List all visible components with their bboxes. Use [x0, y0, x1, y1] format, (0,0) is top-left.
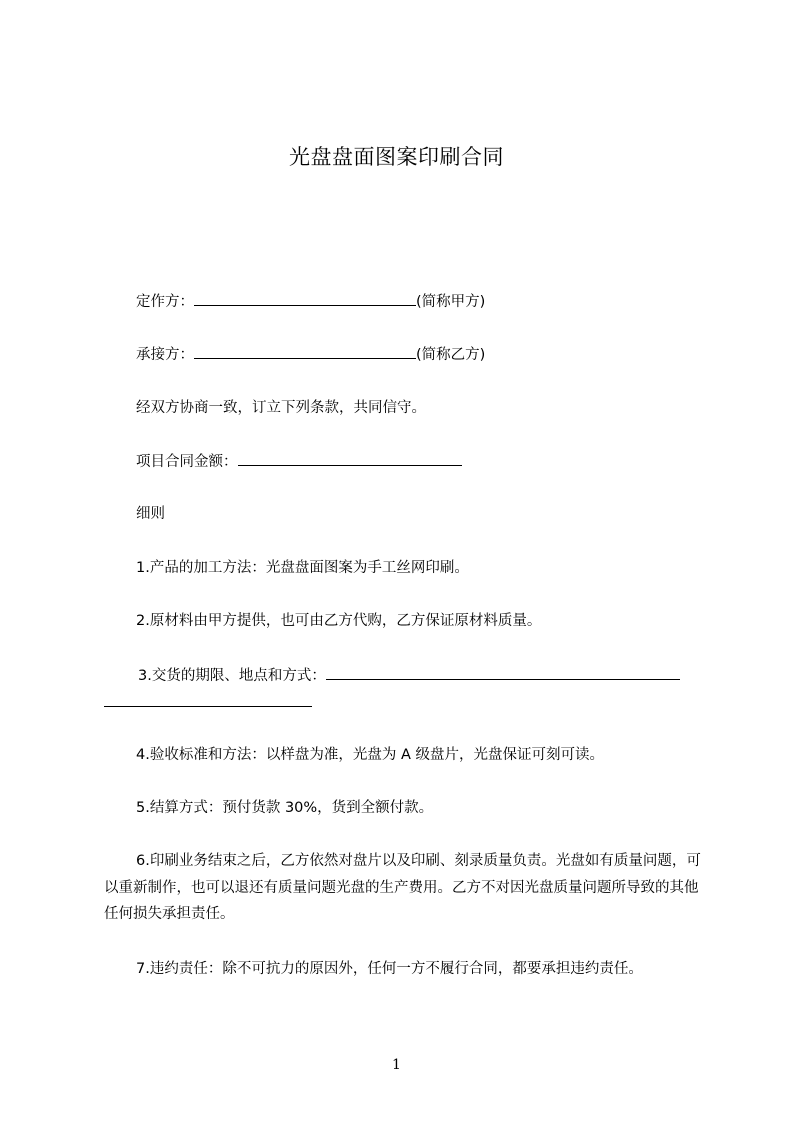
intro-text: 经双方协商一致，订立下列条款，共同信守。	[136, 400, 426, 416]
document-title: 光盘盘面图案印刷合同	[289, 145, 504, 169]
clause-3-line	[138, 665, 680, 686]
clause-3-continuation	[104, 692, 312, 713]
clause-1: 1.产品的加工方法：光盘盘面图案为手工丝网印刷。	[136, 560, 469, 576]
delivery-terms-blank[interactable]	[326, 665, 680, 680]
delivery-terms-blank-continued[interactable]	[104, 692, 312, 707]
contractor-party-suffix: (简称乙方)	[416, 347, 486, 363]
ordering-party-suffix: (简称甲方)	[416, 294, 486, 310]
ordering-party-label: 定作方：	[136, 294, 194, 310]
page-number: 1	[392, 1057, 401, 1073]
clause-7: 7.违约责任：除不可抗力的原因外，任何一方不履行合同，都要承担违约责任。	[136, 961, 643, 977]
contract-amount-line	[136, 451, 462, 472]
clause-2: 2.原材料由甲方提供，也可由乙方代购，乙方保证原材料质量。	[136, 613, 542, 629]
clause-4: 4.验收标准和方法：以样盘为准，光盘为 A 级盘片，光盘保证可刻可读。	[136, 747, 604, 763]
section-heading: 细则	[136, 506, 165, 522]
ordering-party-line	[136, 291, 485, 312]
contractor-party-label: 承接方：	[136, 347, 194, 363]
contractor-party-line	[136, 344, 485, 365]
clause-6: 6.印刷业务结束之后，乙方依然对盘片以及印刷、刻录质量负责。光盘如有质量问题，可以重新制作，也可以退还有质量问题光盘的生产费用。乙方不对因光盘质量问题所导致的其他任何损失承担责任。	[104, 853, 701, 922]
ordering-party-blank[interactable]	[194, 291, 416, 306]
clause-3-label: 3.交货的期限、地点和方式：	[138, 668, 326, 684]
contract-amount-label: 项目合同金额：	[136, 454, 238, 470]
contract-amount-blank[interactable]	[238, 451, 462, 466]
clause-5: 5.结算方式：预付货款 30%，货到全额付款。	[136, 800, 434, 816]
contractor-party-blank[interactable]	[194, 344, 416, 359]
